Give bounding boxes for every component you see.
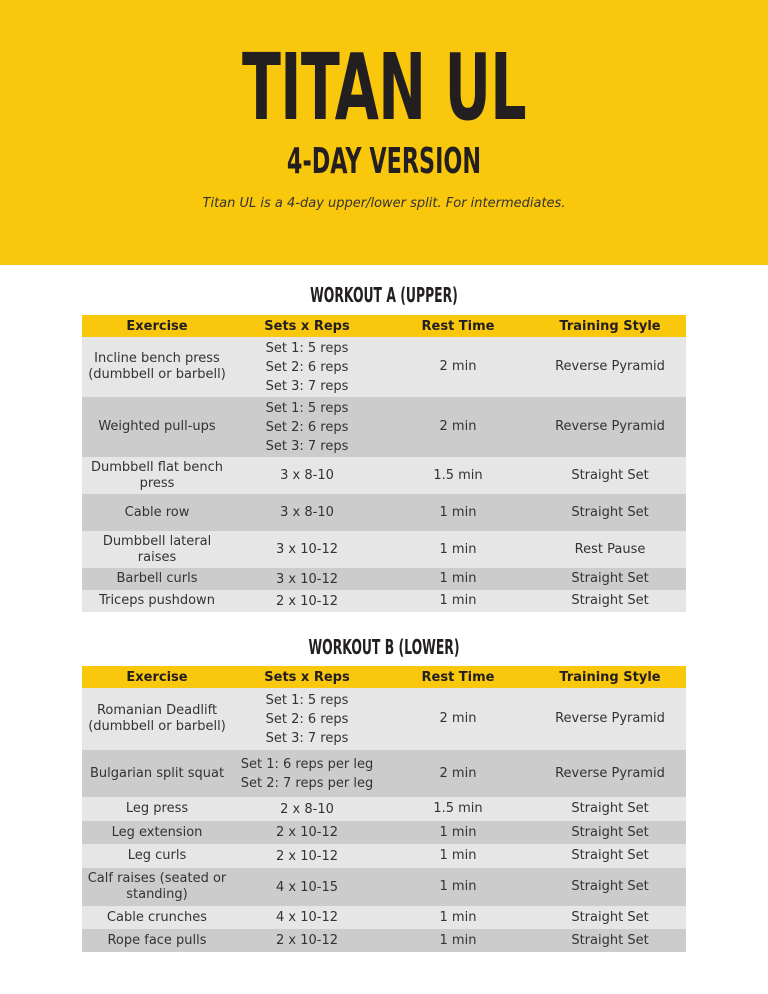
table-header-row: [82, 666, 686, 688]
sets-line: Set 1: 6 reps per leg: [240, 756, 374, 772]
table-row: [82, 821, 686, 844]
table-row: [82, 457, 686, 494]
cell-exercise: Barbell curls: [82, 568, 232, 590]
cell-sets-reps: [232, 906, 382, 929]
table-row: [82, 906, 686, 929]
sets-line: 2 x 10-12: [275, 933, 338, 948]
cell-rest-time: 2 min: [382, 750, 534, 797]
cell-sets-reps: [232, 688, 382, 750]
cell-rest-time: 2 min: [382, 337, 534, 397]
cell-training-style: Straight Set: [534, 906, 686, 929]
cell-sets-reps: [232, 494, 382, 531]
cell-sets-reps: [232, 821, 382, 844]
cell-sets-reps: [232, 531, 382, 568]
cell-training-style: Rest Pause: [534, 531, 686, 568]
cell-sets-reps: [232, 568, 382, 590]
sets-line: 3 x 8-10: [280, 505, 334, 520]
cell-exercise: Incline bench press (dumbbell or barbell): [82, 337, 232, 397]
cell-rest-time: 1 min: [382, 531, 534, 568]
column-header-style: Training Style: [534, 666, 686, 688]
sets-line: Set 2: 6 reps: [265, 359, 349, 375]
sets-line: 2 x 10-12: [275, 593, 338, 609]
cell-rest-time: 1 min: [382, 590, 534, 612]
cell-rest-time: 1 min: [382, 906, 534, 929]
hero-banner: [0, 0, 768, 265]
cell-training-style: Straight Set: [534, 494, 686, 531]
cell-exercise: Leg press: [82, 797, 232, 821]
column-header-exercise: Exercise: [82, 315, 232, 337]
cell-exercise: Romanian Deadlift (dumbbell or barbell): [82, 688, 232, 750]
cell-exercise: Cable row: [82, 494, 232, 531]
table-header-row: [82, 315, 686, 337]
table-row: [82, 337, 686, 397]
column-header-exercise: Exercise: [82, 666, 232, 688]
cell-training-style: Straight Set: [534, 457, 686, 494]
cell-rest-time: 1.5 min: [382, 457, 534, 494]
workout-a-table: [82, 315, 686, 612]
page-tagline: Titan UL is a 4-day upper/lower split. For intermediates.: [202, 196, 566, 211]
sets-line: 4 x 10-15: [275, 879, 338, 895]
sets-line: Set 3: 7 reps: [265, 438, 349, 454]
cell-exercise: Rope face pulls: [82, 929, 232, 952]
cell-rest-time: 1 min: [382, 821, 534, 844]
page-subtitle: 4-DAY VERSION: [286, 141, 482, 182]
cell-training-style: Straight Set: [534, 568, 686, 590]
cell-training-style: Straight Set: [534, 929, 686, 952]
sets-line: Set 2: 7 reps per leg: [240, 775, 374, 791]
sets-line: Set 2: 6 reps: [265, 711, 349, 727]
cell-exercise: Cable crunches: [82, 906, 232, 929]
sets-line: 2 x 10-12: [275, 848, 338, 864]
cell-exercise: Dumbbell flat bench press: [82, 457, 232, 494]
cell-training-style: Straight Set: [534, 868, 686, 906]
workout-a-title: WORKOUT A (UPPER): [310, 283, 458, 307]
sets-line: Set 2: 6 reps: [265, 419, 349, 435]
table-row: [82, 797, 686, 821]
column-header-sets: Sets x Reps: [232, 315, 382, 337]
cell-rest-time: 2 min: [382, 397, 534, 457]
column-header-rest: Rest Time: [382, 666, 534, 688]
table-row: [82, 929, 686, 952]
cell-sets-reps: [232, 397, 382, 457]
cell-exercise: Dumbbell lateral raises: [82, 531, 232, 568]
cell-rest-time: 1 min: [382, 844, 534, 868]
cell-rest-time: 2 min: [382, 688, 534, 750]
table-row: [82, 531, 686, 568]
cell-sets-reps: [232, 929, 382, 952]
cell-exercise: Leg extension: [82, 821, 232, 844]
cell-training-style: Reverse Pyramid: [534, 397, 686, 457]
table-row: [82, 568, 686, 590]
cell-exercise: Bulgarian split squat: [82, 750, 232, 797]
cell-sets-reps: [232, 797, 382, 821]
sets-line: 4 x 10-12: [275, 910, 338, 925]
page-title: TITAN UL: [241, 34, 527, 141]
table-row: [82, 688, 686, 750]
cell-rest-time: 1 min: [382, 929, 534, 952]
cell-rest-time: 1 min: [382, 568, 534, 590]
sets-line: 2 x 8-10: [280, 801, 334, 817]
sets-line: Set 3: 7 reps: [265, 730, 349, 746]
table-row: [82, 750, 686, 797]
sets-line: 2 x 10-12: [275, 825, 338, 840]
cell-exercise: Calf raises (seated or standing): [82, 868, 232, 906]
table-row: [82, 397, 686, 457]
sets-line: Set 3: 7 reps: [265, 378, 349, 394]
cell-sets-reps: [232, 457, 382, 494]
cell-training-style: Straight Set: [534, 821, 686, 844]
sets-line: Set 1: 5 reps: [265, 340, 349, 356]
cell-sets-reps: [232, 750, 382, 797]
workout-b-table: [82, 666, 686, 952]
column-header-style: Training Style: [534, 315, 686, 337]
cell-exercise: Leg curls: [82, 844, 232, 868]
cell-training-style: Reverse Pyramid: [534, 688, 686, 750]
table-row: [82, 844, 686, 868]
sets-line: 3 x 8-10: [280, 468, 334, 483]
table-row: [82, 590, 686, 612]
cell-sets-reps: [232, 844, 382, 868]
sets-line: 3 x 10-12: [275, 571, 338, 587]
cell-training-style: Straight Set: [534, 844, 686, 868]
sets-line: 3 x 10-12: [275, 542, 338, 557]
cell-rest-time: 1 min: [382, 868, 534, 906]
table-row: [82, 494, 686, 531]
cell-rest-time: 1.5 min: [382, 797, 534, 821]
cell-training-style: Straight Set: [534, 797, 686, 821]
cell-training-style: Straight Set: [534, 590, 686, 612]
column-header-sets: Sets x Reps: [232, 666, 382, 688]
cell-sets-reps: [232, 868, 382, 906]
cell-rest-time: 1 min: [382, 494, 534, 531]
cell-sets-reps: [232, 337, 382, 397]
cell-training-style: Reverse Pyramid: [534, 750, 686, 797]
sets-line: Set 1: 5 reps: [265, 400, 349, 416]
sets-line: Set 1: 5 reps: [265, 692, 349, 708]
column-header-rest: Rest Time: [382, 315, 534, 337]
cell-exercise: Triceps pushdown: [82, 590, 232, 612]
cell-sets-reps: [232, 590, 382, 612]
table-row: [82, 868, 686, 906]
cell-exercise: Weighted pull-ups: [82, 397, 232, 457]
cell-training-style: Reverse Pyramid: [534, 337, 686, 397]
workout-b-title: WORKOUT B (LOWER): [308, 635, 460, 659]
